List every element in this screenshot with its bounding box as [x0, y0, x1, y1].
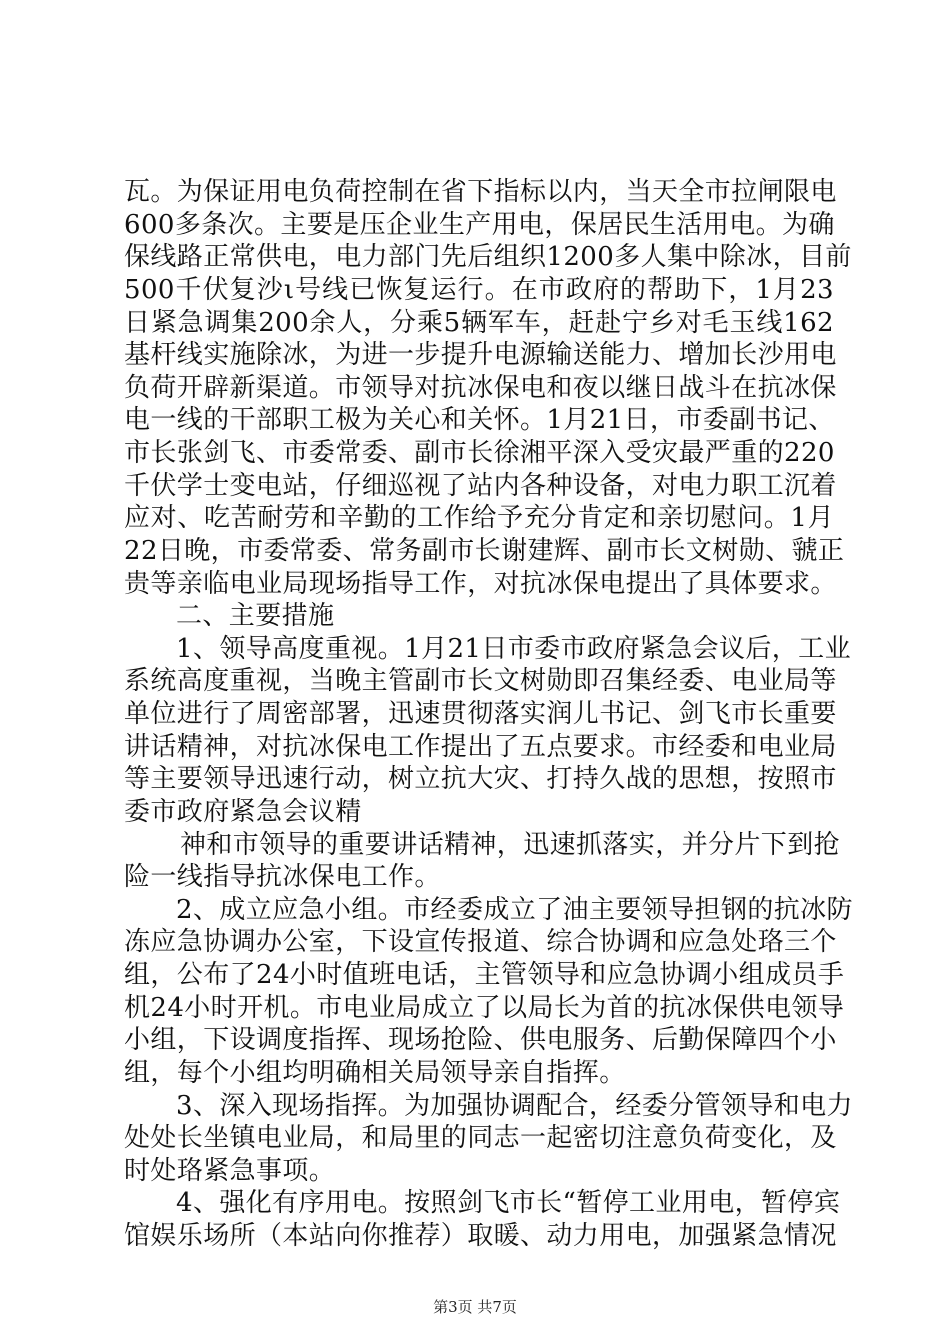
text-line: 3、深入现场指挥。为加强协调配合，经委分管领导和电力	[176, 1091, 853, 1121]
text-line: 600多条次。主要是压企业生产用电，保居民生活用电。为确	[124, 210, 835, 240]
text-line: 1、领导高度重视。1月21日市委市政府紧急会议后，工业	[176, 634, 851, 664]
text-line: 日紧急调集200余人，分乘5辆军车，赶赴宁乡对毛玉线162	[124, 308, 834, 338]
text-line: 时处珞紧急事项。	[124, 1156, 336, 1186]
text-line: 应对、吃苦耐劳和辛勤的工作给予充分肯定和亲切慰问。1月	[124, 503, 834, 533]
text-line: 机24小时开机。市电业局成立了以局长为首的抗冰保供电领导	[124, 993, 845, 1023]
text-line: 电一线的干部职工极为关心和关怀。1月21日，市委副书记、	[124, 405, 835, 435]
text-line: 神和市领导的重要讲话精神，迅速抓落实，并分片下到抢	[180, 830, 841, 860]
page-footer: 第3页 共7页	[433, 1298, 517, 1316]
section-heading: 二、主要措施	[176, 601, 335, 631]
text-line: 贵等亲临电业局现场指导工作，对抗冰保电提出了具体要求。	[124, 569, 837, 599]
text-line: 千伏学士变电站，仔细巡视了站内各种设备，对电力职工沉着	[124, 471, 837, 501]
text-line: 组，公布了24小时值班电话，主管领导和应急协调小组成员手	[124, 960, 845, 990]
text-line: 500千伏复沙ι号线已恢复运行。在市政府的帮助下，1月23	[124, 275, 834, 305]
text-line: 组，每个小组均明确相关局领导亲自指挥。	[124, 1058, 626, 1088]
text-line: 讲话精神，对抗冰保电工作提出了五点要求。市经委和电业局	[124, 732, 837, 762]
text-line: 2、成立应急小组。市经委成立了油主要领导担钢的抗冰防	[176, 895, 853, 925]
text-line: 22日晚，市委常委、常务副市长谢建辉、副市长文树勋、虢正	[124, 536, 845, 566]
text-line: 小组，下设调度指挥、现场抢险、供电服务、后勤保障四个小	[124, 1025, 837, 1055]
text-line: 市长张剑飞、市委常委、副市长徐湘平深入受灾最严重的220	[124, 438, 835, 468]
text-line: 馆娱乐场所（本站向你推荐）取暖、动力用电，加强紧急情况	[124, 1221, 837, 1251]
text-line: 基杆线实施除冰，为进一步提升电源输送能力、增加长沙用电	[124, 340, 837, 370]
text-line: 4、强化有序用电。按照剑飞市长“暂停工业用电，暂停宾	[176, 1188, 841, 1218]
text-line: 等主要领导迅速行动，树立抗大灾、打持久战的思想，按照市	[124, 764, 837, 794]
text-line: 系统高度重视，当晚主管副市长文树勋即召集经委、电业局等	[124, 666, 837, 696]
text-line: 单位进行了周密部署，迅速贯彻落实润儿书记、剑飞市长重要	[124, 699, 837, 729]
text-line: 冻应急协调办公室，下设宣传报道、综合协调和应急处珞三个	[124, 927, 837, 957]
text-line: 瓦。为保证用电负荷控制在省下指标以内，当天全市拉闸限电	[124, 177, 837, 207]
text-line: 委市政府紧急会议精	[124, 797, 362, 827]
text-line: 负荷开辟新渠道。市领导对抗冰保电和夜以继日战斗在抗冰保	[124, 373, 837, 403]
text-line: 保线路正常供电，电力部门先后组织1200多人集中除冰，目前	[124, 242, 852, 272]
text-line: 处处长坐镇电业局，和局里的同志一起密切注意负荷变化，及	[124, 1123, 837, 1153]
text-line: 险一线指导抗冰保电工作。	[124, 862, 441, 892]
